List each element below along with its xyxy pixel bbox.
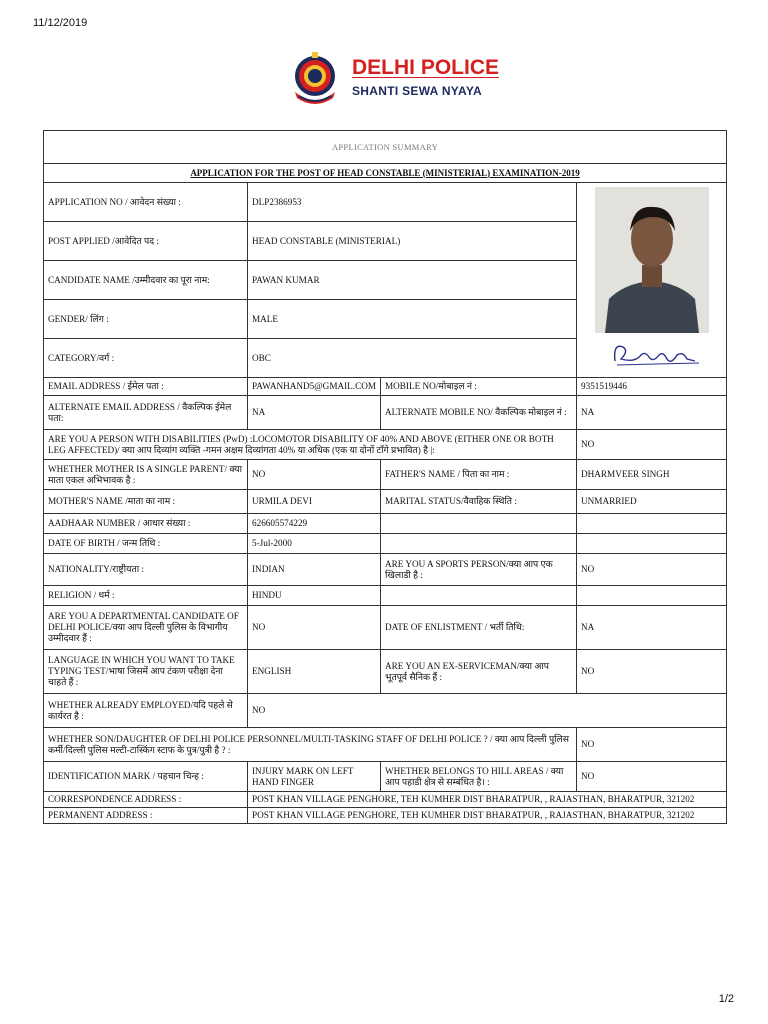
nationality-value: INDIAN	[248, 554, 381, 586]
aadhaar-empty	[381, 514, 577, 534]
candidate-signature	[595, 337, 709, 373]
exsm-value: NO	[577, 650, 727, 694]
mother-value: URMILA DEVI	[248, 490, 381, 514]
dob-empty	[381, 534, 577, 554]
exsm-label: ARE YOU AN EX-SERVICEMAN/क्या आप भूतपूर्व सैनिक हैं :	[381, 650, 577, 694]
email-value: PAWANHAND5@GMAIL.COM	[248, 378, 381, 396]
sports-label: ARE YOU A SPORTS PERSON/क्या आप एक खिलाडी है :	[381, 554, 577, 586]
candidate-photo	[595, 187, 709, 333]
aadhaar-empty-2	[577, 514, 727, 534]
corr-value: POST KHAN VILLAGE PENGHORE, TEH KUMHER DIST BHARATPUR, , RAJASTHAN, BHARATPUR, 321202	[248, 792, 727, 808]
father-value: DHARMVEER SINGH	[577, 460, 727, 490]
category-label: CATEGORY/वर्ग :	[44, 339, 248, 378]
page-number: 1/2	[718, 993, 734, 1005]
perm-value: POST KHAN VILLAGE PENGHORE, TEH KUMHER DIST BHARATPUR, , RAJASTHAN, BHARATPUR, 321202	[248, 808, 727, 824]
nationality-label: NATIONALITY/राष्ट्रीयता :	[44, 554, 248, 586]
post-value: HEAD CONSTABLE (MINISTERIAL)	[248, 222, 577, 261]
enlist-value: NA	[577, 606, 727, 650]
marital-label: MARITAL STATUS/वैवाहिक स्थिति :	[381, 490, 577, 514]
single-parent-value: NO	[248, 460, 381, 490]
dob-empty-2	[577, 534, 727, 554]
ward-value: NO	[577, 728, 727, 762]
alt-email-value: NA	[248, 396, 381, 430]
dept-value: NO	[248, 606, 381, 650]
mobile-label: MOBILE NO/मोबाइल नं :	[381, 378, 577, 396]
post-label: POST APPLIED /आवेदित पद :	[44, 222, 248, 261]
brand-title: DELHI POLICE	[352, 56, 500, 79]
corr-label: CORRESPONDENCE ADDRESS :	[44, 792, 248, 808]
enlist-label: DATE OF ENLISTMENT / भर्ती तिथि:	[381, 606, 577, 650]
hill-label: WHETHER BELONGS TO HILL AREAS / क्या आप पहाडी क्षेत्र से सम्बंधित है। :	[381, 762, 577, 792]
alt-email-label: ALTERNATE EMAIL ADDRESS / वैकल्पिक ईमेल पता:	[44, 396, 248, 430]
mother-label: MOTHER'S NAME /माता का नाम :	[44, 490, 248, 514]
idmark-label: IDENTIFICATION MARK / पहचान चिन्ह :	[44, 762, 248, 792]
aadhaar-value: 626605574229	[248, 514, 381, 534]
dob-label: DATE OF BIRTH / जन्म तिथि :	[44, 534, 248, 554]
perm-label: PERMANENT ADDRESS :	[44, 808, 248, 824]
mobile-value: 9351519446	[577, 378, 727, 396]
sports-value: NO	[577, 554, 727, 586]
alt-mobile-value: NA	[577, 396, 727, 430]
summary-title: APPLICATION SUMMARY	[44, 131, 727, 164]
name-label: CANDIDATE NAME /उम्मीदवार का पूरा नाम:	[44, 261, 248, 300]
single-parent-label: WHETHER MOTHER IS A SINGLE PARENT/ क्या माता एकल अभिभावक है :	[44, 460, 248, 490]
religion-empty	[381, 586, 577, 606]
gender-value: MALE	[248, 300, 577, 339]
father-label: FATHER'S NAME / पिता का नाम :	[381, 460, 577, 490]
app-no-label: APPLICATION NO / आवेदन संख्या :	[44, 183, 248, 222]
brand-block	[352, 56, 499, 98]
lang-label: LANGUAGE IN WHICH YOU WANT TO TAKE TYPING TEST/भाषा जिसमें आप टंकण परीक्षा देना चाहते हैं :	[44, 650, 248, 694]
alt-mobile-label: ALTERNATE MOBILE NO/ वैकल्पिक मोबाइल नं :	[381, 396, 577, 430]
post-title: APPLICATION FOR THE POST OF HEAD CONSTABLE (MINISTERIAL) EXAMINATION-2019	[44, 164, 727, 183]
religion-label: RELIGION / धर्म :	[44, 586, 248, 606]
application-table	[43, 130, 727, 824]
brand-motto: SHANTI SEWA NYAYA	[352, 84, 483, 98]
category-value: OBC	[248, 339, 577, 378]
hill-value: NO	[577, 762, 727, 792]
religion-empty-2	[577, 586, 727, 606]
employed-label: WHETHER ALREADY EMPLOYED/यदि पहले से कार्यरत है :	[44, 694, 248, 728]
pwd-label: ARE YOU A PERSON WITH DISABILITIES (PwD) :LOCOMOTOR DISABILITY OF 40% AND ABOVE (EITHER ONE OR BOTH LEG AFFECTED)/ क्या आप दिव्यांग व्यक्ति -गमन अक्षम दिव्यांगता 40% या अधिक (एक या दोनों टाँगे प्रभावित) है |:	[44, 430, 577, 460]
idmark-value: INJURY MARK ON LEFT HAND FINGER	[248, 762, 381, 792]
dept-label: ARE YOU A DEPARTMENTAL CANDIDATE OF DELHI POLICE/क्या आप दिल्ली पुलिस के विभागीय उम्मीदवार हैं :	[44, 606, 248, 650]
ward-label: WHETHER SON/DAUGHTER OF DELHI POLICE PERSONNEL/MULTI-TASKING STAFF OF DELHI POLICE ? / क्या आप दिल्ली पुलिस कर्मी/दिल्ली पुलिस मल्टी-टास्किंग स्टाफ के पुत्र/पुत्री है ? :	[44, 728, 577, 762]
employed-value: NO	[248, 694, 727, 728]
dob-value: 5-Jul-2000	[248, 534, 381, 554]
email-label: EMAIL ADDRESS / ईमेल पता :	[44, 378, 248, 396]
lang-value: ENGLISH	[248, 650, 381, 694]
delhi-police-emblem-icon	[287, 52, 343, 108]
gender-label: GENDER/ लिंग :	[44, 300, 248, 339]
photo-cell	[577, 183, 727, 378]
app-no-value: DLP2386953	[248, 183, 577, 222]
name-value: PAWAN KUMAR	[248, 261, 577, 300]
pwd-value: NO	[577, 430, 727, 460]
print-date: 11/12/2019	[33, 17, 88, 29]
aadhaar-label: AADHAAR NUMBER / आधार संख्या :	[44, 514, 248, 534]
marital-value: UNMARRIED	[577, 490, 727, 514]
religion-value: HINDU	[248, 586, 381, 606]
